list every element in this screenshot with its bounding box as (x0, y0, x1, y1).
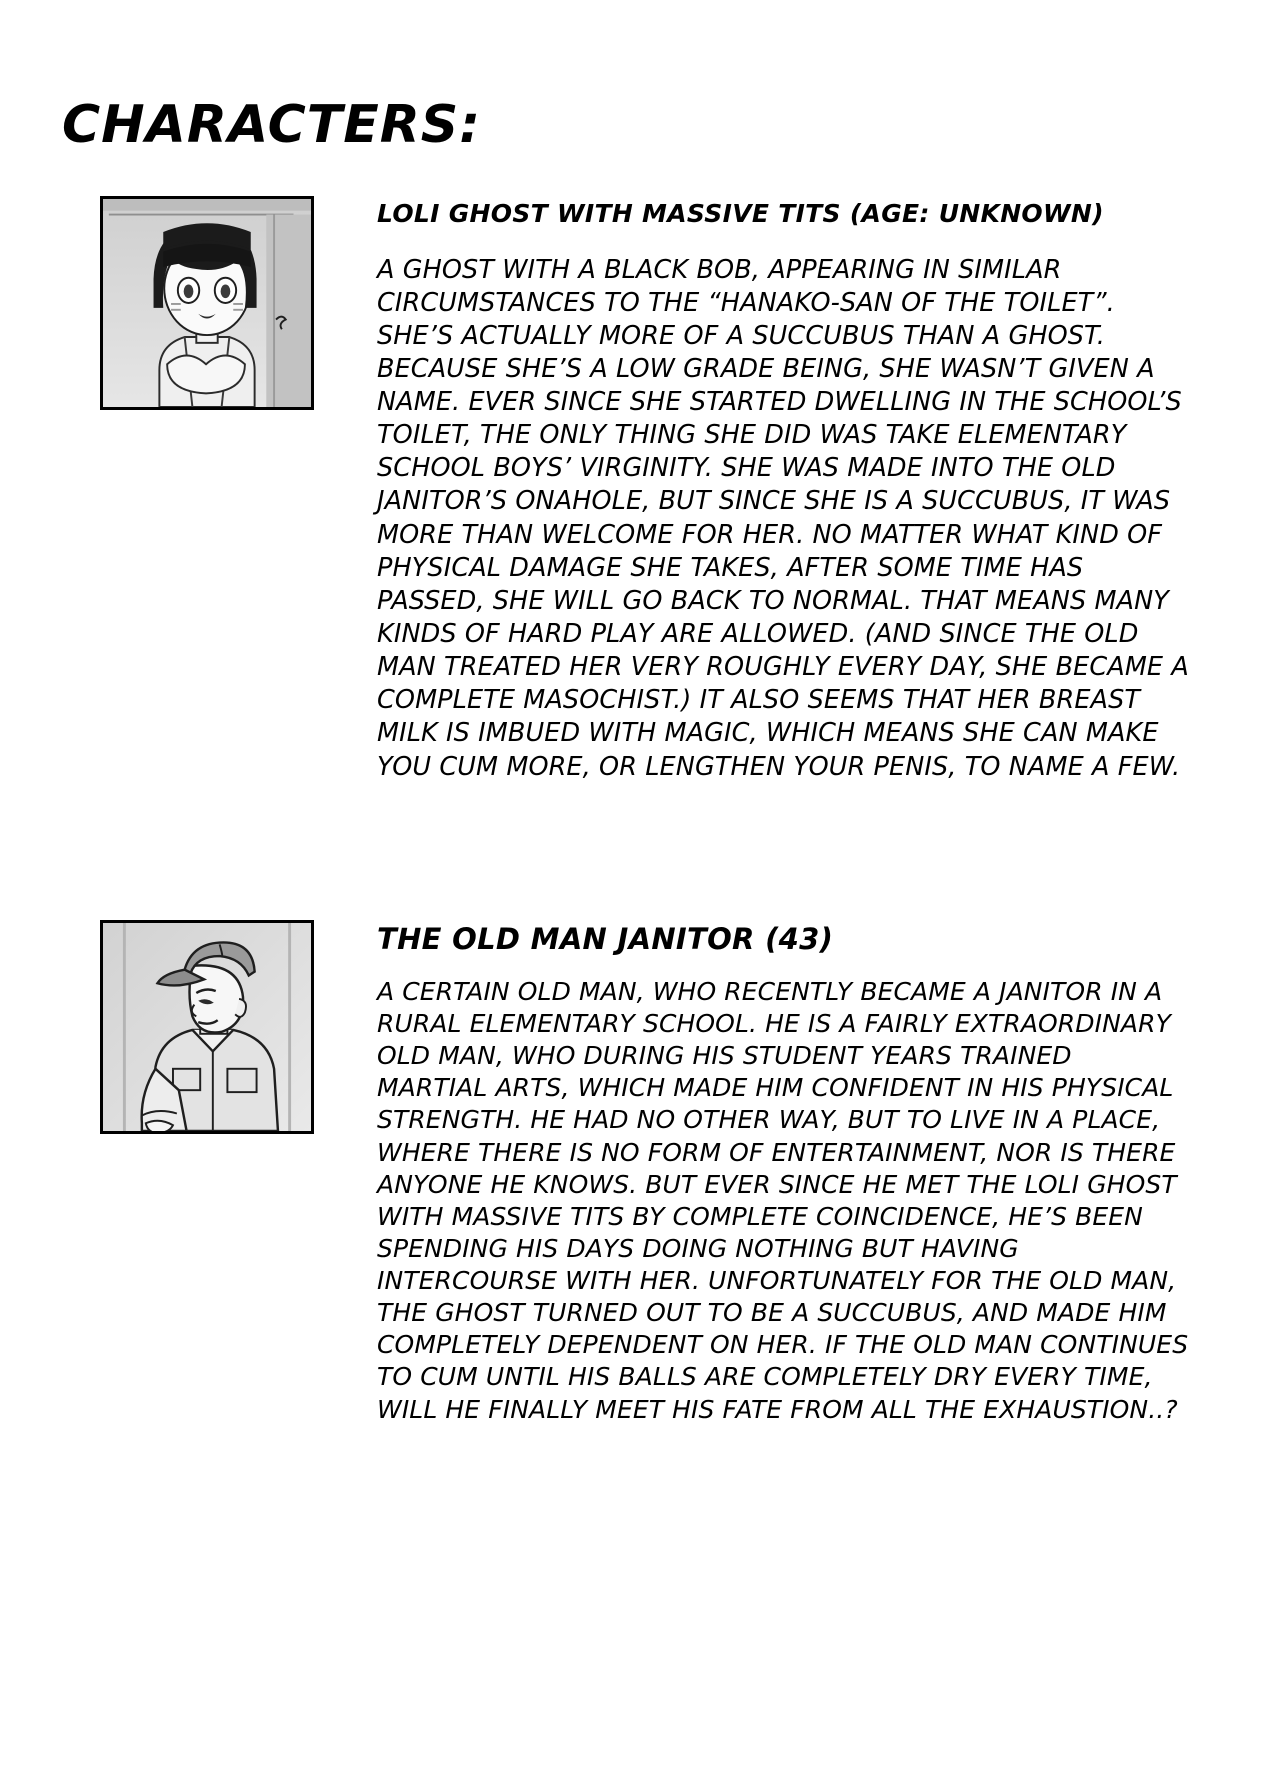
character-description: A GHOST WITH A BLACK BOB, APPEARING IN SIMILAR CIRCUMSTANCES TO THE “HANAKO-SAN OF THE TOILET”. SHE’S ACTUALLY MORE OF A SUCCUBUS THAN A GHOST. BECAUSE SHE’S A LOW GRADE BEING, SHE WASN’T GIVEN A NAME. EVER SINCE SHE STARTED DWELLING IN THE SCHOOL’S TOILET, THE ONLY THING SHE DID WAS TAKE ELEMENTARY SCHOOL BOYS’ VIRGINITY. SHE WAS MADE INTO THE OLD JANITOR’S ONAHOLE, BUT SINCE SHE IS A SUCCUBUS, IT WAS MORE THAN WELCOME FOR HER. NO MATTER WHAT KIND OF PHYSICAL DAMAGE SHE TAKES, AFTER SOME TIME HAS PASSED, SHE WILL GO BACK TO NORMAL. THAT MEANS MANY KINDS OF HARD PLAY ARE ALLOWED. (AND SINCE THE OLD MAN TREATED HER VERY ROUGHLY EVERY DAY, SHE BECAME A COMPLETE MASOCHIST.) IT ALSO SEEMS THAT HER BREAST MILK IS IMBUED WITH MAGIC, WHICH MEANS SHE CAN MAKE YOU CUM MORE, OR LENGTHEN YOUR PENIS, TO NAME A FEW. (377, 254, 1189, 782)
character-text (377, 196, 1190, 784)
character-name: LOLI GHOST WITH MASSIVE TITS (AGE: UNKNOWN) (377, 199, 1104, 228)
character-text (377, 920, 1190, 1426)
character-entry (100, 196, 1190, 784)
character-description: A CERTAIN OLD MAN, WHO RECENTLY BECAME A JANITOR IN A RURAL ELEMENTARY SCHOOL. HE IS A FAIRLY EXTRAORDINARY OLD MAN, WHO DURING HIS STUDENT YEARS TRAINED MARTIAL ARTS, WHICH MADE HIM CONFIDENT IN HIS PHYSICAL STRENGTH. HE HAD NO OTHER WAY, BUT TO LIVE IN A PLACE, WHERE THERE IS NO FORM OF ENTERTAINMENT, NOR IS THERE ANYONE HE KNOWS. BUT EVER SINCE HE MET THE LOLI GHOST WITH MASSIVE TITS BY COMPLETE COINCIDENCE, HE’S BEEN SPENDING HIS DAYS DOING NOTHING BUT HAVING INTERCOURSE WITH HER. UNFORTUNATELY FOR THE OLD MAN, THE GHOST TURNED OUT TO BE A SUCCUBUS, AND MADE HIM COMPLETELY DEPENDENT ON HER. IF THE OLD MAN CONTINUES TO CUM UNTIL HIS BALLS ARE COMPLETELY DRY EVERY TIME, WILL HE FINALLY MEET HIS FATE FROM ALL THE EXHAUSTION..? (377, 976, 1189, 1424)
character-entry (100, 920, 1190, 1426)
girl-portrait-illustration (100, 196, 314, 410)
page-title: CHARACTERS: (62, 94, 482, 155)
character-name: THE OLD MAN JANITOR (43) (377, 922, 834, 956)
old-man-janitor-portrait-illustration (100, 920, 314, 1134)
